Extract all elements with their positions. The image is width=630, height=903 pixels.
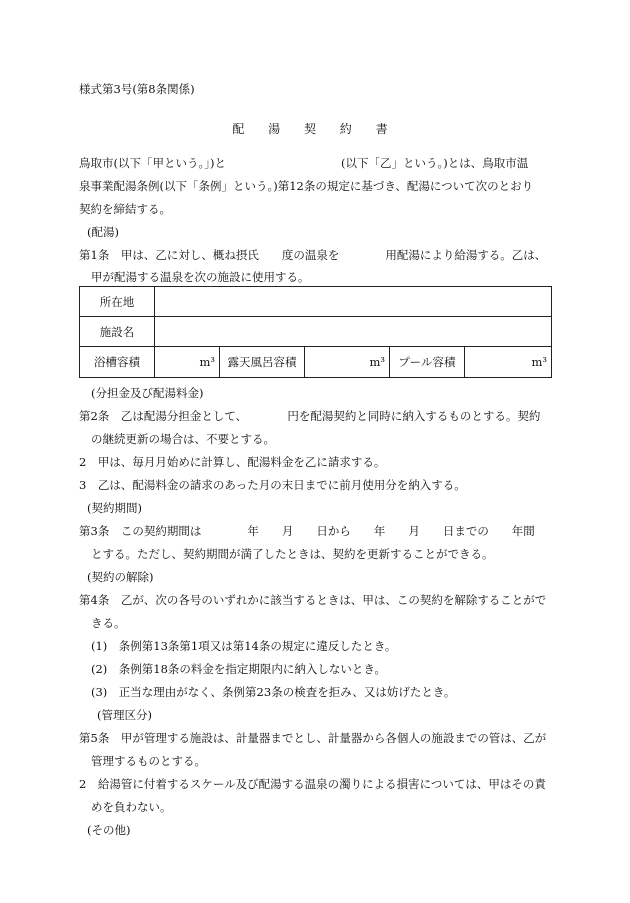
article-4-line-2: きる。 — [91, 616, 126, 630]
outdoor-bath-volume-label: 露天風呂容積 — [220, 347, 305, 378]
bath-volume-unit: m³ — [155, 347, 220, 378]
facility-name-label: 施設名 — [80, 317, 155, 347]
facility-name-value-cell — [155, 317, 552, 347]
bath-volume-label: 浴槽容積 — [80, 347, 155, 378]
article-1-line-1: 第1条 甲は、乙に対し、概ね摂氏 度の温泉を 用配湯により給湯する。乙は、 — [79, 248, 547, 262]
pool-volume-label: プール容積 — [390, 347, 465, 378]
article-2-line-4: 3 乙は、配湯料金の請求のあった月の末日までに前月使用分を納入する。 — [79, 478, 466, 492]
preamble-line-2: 泉事業配湯条例(以下「条例」という。)第12条の規定に基づき、配湯について次のとおり — [79, 179, 534, 193]
article-4-item-3: (3) 正当な理由がなく、条例第23条の検査を拒み、又は妨げたとき。 — [91, 685, 456, 699]
article-2-line-3: 2 甲は、毎月月始めに計算し、配湯料金を乙に請求する。 — [79, 455, 386, 469]
article-5-line-4: めを負わない。 — [91, 800, 172, 814]
article-4-heading: (契約の解除) — [87, 570, 154, 584]
document-title: 配 湯 契 約 書 — [232, 122, 398, 136]
location-value-cell — [155, 287, 552, 317]
article-4-line-1: 第4条 乙が、次の各号のいずれかに該当するときは、甲は、この契約を解除することがで — [79, 593, 547, 607]
article-5-heading: (管理区分) — [97, 708, 152, 722]
article-5-line-3: 2 給湯管に付着するスケール及び配湯する温泉の濁りによる損害については、甲はその責 — [79, 777, 546, 791]
article-6-heading: (その他) — [87, 823, 131, 837]
article-4-item-1: (1) 条例第13条第1項又は第14条の規定に違反したとき。 — [91, 639, 397, 653]
facility-table — [79, 286, 552, 378]
article-4-item-2: (2) 条例第18条の料金を指定期限内に納入しないとき。 — [91, 662, 386, 676]
preamble-line-3: 契約を締結する。 — [79, 202, 171, 216]
article-1-line-2: 甲が配湯する温泉を次の施設に使用する。 — [91, 270, 310, 284]
article-2-line-2: の継続更新の場合は、不要とする。 — [91, 432, 275, 446]
article-2-heading: (分担金及び配湯料金) — [91, 386, 204, 400]
outdoor-bath-volume-unit: m³ — [305, 347, 390, 378]
article-3-line-2: とする。ただし、契約期間が満了したときは、契約を更新することができる。 — [91, 547, 494, 561]
article-1-heading: (配湯) — [87, 225, 119, 239]
article-3-heading: (契約期間) — [87, 501, 142, 515]
article-2-line-1: 第2条 乙は配湯分担金として、 円を配湯契約と同時に納入するものとする。契約 — [79, 409, 541, 423]
location-label: 所在地 — [80, 287, 155, 317]
article-5-line-1: 第5条 甲が管理する施設は、計量器までとし、計量器から各個人の施設までの管は、乙が — [79, 731, 547, 745]
preamble-line-1: 鳥取市(以下「甲という。」)と (以下「乙」という。)とは、鳥取市温 — [79, 156, 529, 170]
form-number: 様式第3号(第8条関係) — [79, 82, 195, 96]
pool-volume-unit: m³ — [465, 347, 552, 378]
article-3-line-1: 第3条 この契約期間は 年 月 日から 年 月 日までの 年間 — [79, 524, 535, 538]
article-5-line-2: 管理するものとする。 — [91, 754, 206, 768]
